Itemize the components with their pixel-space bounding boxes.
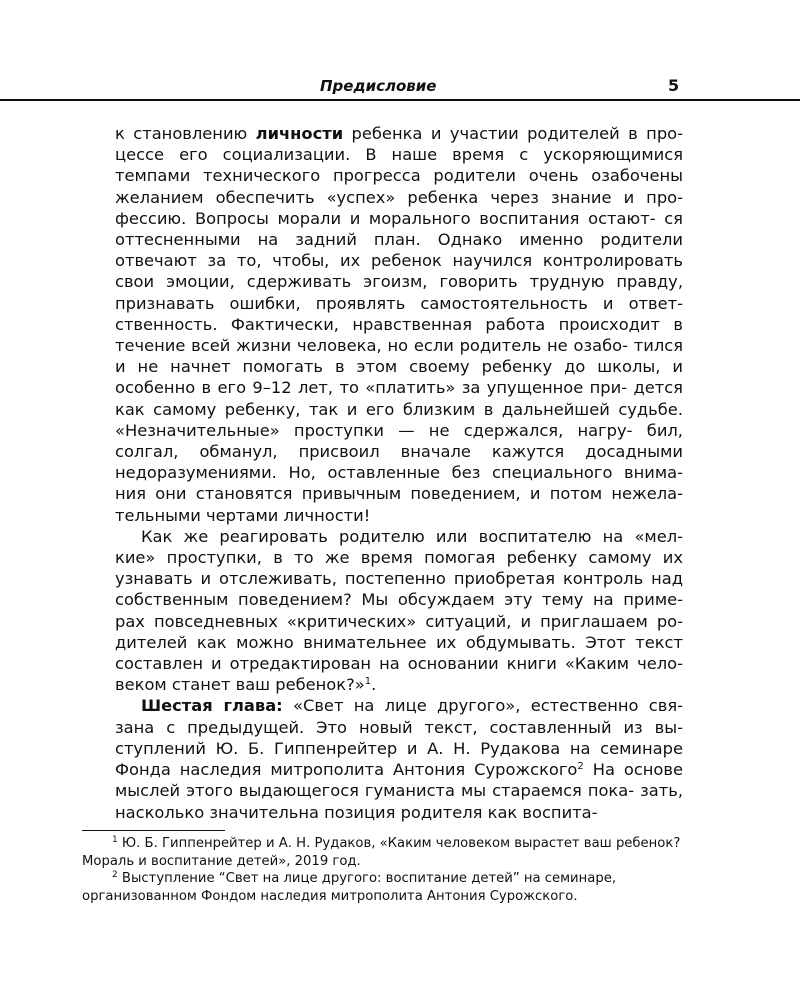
text-line: и особенно в его 9–12 лет, то «платить» за упущенное при- [115, 357, 683, 398]
text-line: дителей как можно внимательнее их обдумывать. Этот текст [115, 632, 683, 652]
text-line: бил, солгал, обманул, присвоил вначале кажутся досадными [115, 420, 683, 462]
text-line: Как же реагировать родителю или воспитателю на «мел- [141, 526, 683, 546]
footnotes [82, 835, 685, 905]
text-line: кие» проступки, в то же время помогая ребенку самому их [115, 548, 683, 568]
footnote-number: 1 [112, 835, 118, 845]
footnote-2 [82, 870, 685, 905]
text-line: ния они становятся привычным поведением, и потом нежела- [115, 484, 683, 504]
footnote-number: 2 [112, 870, 118, 880]
text-line: свои эмоции, сдерживать эгоизм, говорить трудную правду, [115, 272, 683, 292]
text-line: дется как самому ребенку, так и его близким в дальнейшей [115, 378, 683, 419]
text-line: веком станет ваш ребенок?» [115, 675, 365, 695]
text-line: признавать ошибки, проявлять самостоятельность и ответ- [115, 293, 683, 313]
text-line: судьбе. «Незначительные» проступки — не сдержался, нагру- [115, 399, 683, 440]
text-line: в течение всей жизни человека, но если родитель не озабо- [115, 314, 683, 356]
text-line: зать, насколько значительна позиция родителя как воспита- [115, 781, 683, 822]
footnote-1 [82, 835, 685, 870]
footnote-ref-1: 1 [364, 676, 372, 688]
bold-term: личности [255, 124, 344, 143]
text-line: тельными чертами личности! [115, 505, 371, 525]
text-line: к становлению [115, 124, 256, 143]
text-line: На основе [583, 760, 683, 780]
text-line: цессе его социализации. В наше время с ускоряющимися [115, 145, 683, 165]
text-line: «Свет на лице другого», естественно свя- [282, 696, 683, 716]
text-line: фессию. Вопросы морали и морального воспитания остают- [115, 208, 656, 228]
text-line: зана с предыдущей. Это новый текст, составленный из вы- [115, 717, 683, 737]
text-line: ся оттесненными на задний план. Однако именно родители [115, 208, 683, 250]
footnote-text: Выступление “Свет на лице другого: воспитание детей” на семинаре, [117, 871, 617, 886]
text-line: желанием обеспечить «успех» ребенка через знание и про- [115, 187, 683, 207]
text-line: тился и не начнет помогать в этом своему ребенку до школы, [115, 336, 683, 377]
paragraph-2 [115, 526, 683, 696]
text-line: узнавать и отслеживать, постепенно приобретая контроль над [115, 569, 683, 589]
text-line: недоразумениями. Но, оставленные без специального внима- [115, 463, 683, 483]
text-line: ступлений Ю. Б. Гиппенрейтер и А. Н. Рудакова на семинаре [115, 738, 683, 758]
paragraph-1 [115, 123, 683, 526]
text-line: рах повседневных «критических» ситуаций, и приглашаем ро- [115, 611, 683, 631]
text-line: мыслей этого выдающегося гуманиста мы стараемся пока- [115, 781, 635, 801]
page-number: 5 [668, 76, 680, 95]
footnote-ref-2: 2 [577, 761, 584, 773]
text-line: собственным поведением? Мы обсуждаем эту тему на приме- [115, 590, 683, 610]
running-header [0, 73, 800, 101]
text-line: . [371, 675, 377, 695]
footnote-divider [82, 830, 225, 831]
running-title: Предисловие [320, 77, 437, 95]
text-line: темпами технического прогресса родители очень озабочены [115, 166, 683, 186]
chapter-label: Шестая глава: [141, 696, 283, 716]
text-line: отвечают за то, чтобы, их ребенок научился контролировать [115, 251, 683, 271]
main-text [115, 123, 683, 823]
text-line: ребенка и участии родителей в про- [343, 124, 683, 143]
footnote-text: ребенок? Мораль и воспитание детей», 2019 год. [82, 836, 681, 869]
paragraph-3 [115, 695, 683, 822]
text-line: Фонда наследия митрополита Антония Сурожского [115, 760, 578, 780]
footnote-text: организованном Фондом наследия митрополита Антония Сурожского. [82, 888, 578, 904]
text-line: ственность. Фактически, нравственная работа происходит [115, 314, 660, 334]
footnote-text: Ю. Б. Гиппенрейтер и А. Н. Рудаков, «Каким человеком вырастет ваш [117, 836, 612, 851]
text-line: составлен и отредактирован на основании книги «Каким чело- [115, 654, 683, 674]
